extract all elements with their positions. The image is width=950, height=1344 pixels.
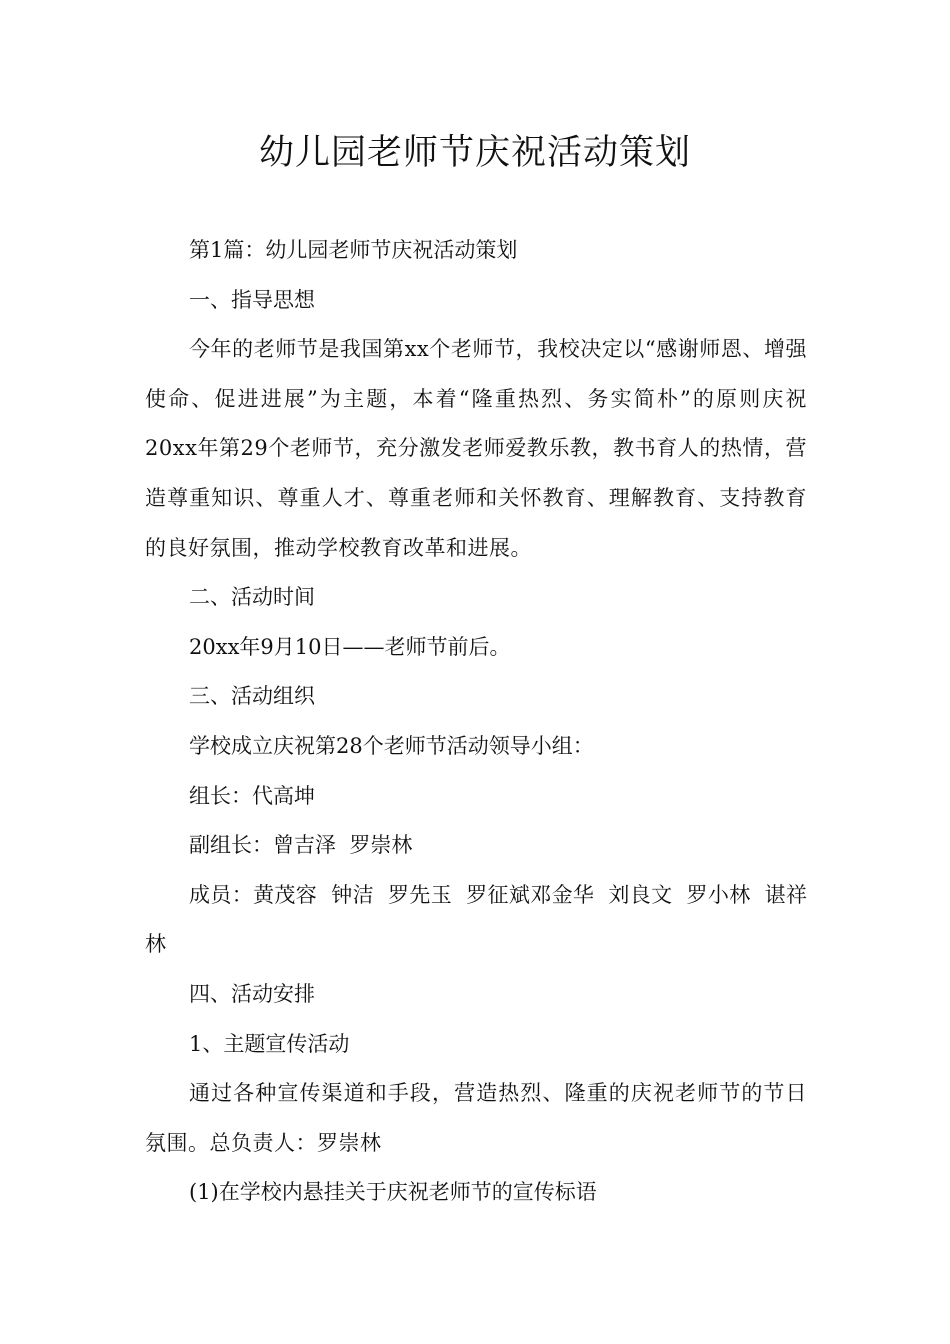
section-heading-activity-time: 二、活动时间 xyxy=(189,585,315,610)
section-heading-organization: 三、活动组织 xyxy=(189,684,315,709)
paragraph-publicity: 通过各种宣传渠道和手段，营造热烈、隆重的庆祝老师节的节日氛围。总负责人：罗崇林 xyxy=(145,1081,807,1155)
document-body xyxy=(145,226,807,1218)
list-item-slogans: (1)在学校内悬挂关于庆祝老师节的宣传标语 xyxy=(189,1180,597,1205)
chapter-heading: 第1篇：幼儿园老师节庆祝活动策划 xyxy=(189,238,518,262)
paragraph-activity-time: 20xx年9月10日——老师节前后。 xyxy=(189,634,511,659)
paragraph-leadership-group: 学校成立庆祝第28个老师节活动领导小组： xyxy=(189,733,594,758)
paragraph-deputy-leaders: 副组长：曾吉泽 罗崇林 xyxy=(189,833,413,858)
document-title: 幼儿园老师节庆祝活动策划 xyxy=(258,133,691,173)
section-heading-activity-plan: 四、活动安排 xyxy=(189,981,315,1006)
paragraph-guiding-thought: 今年的老师节是我国第xx个老师节，我校决定以“感谢师恩、增强使命、促进进展”为主题，本着“隆重热烈、务实简朴”的原则庆祝20xx年第29个老师节，充分激发老师爱教乐教，教书育人的热情，营造尊重知识、尊重人才、尊重老师和关怀教育、理解教育、支持教育的良好氛围，推动学校教育改革和进展。 xyxy=(145,337,807,560)
paragraph-group-leader: 组长：代高坤 xyxy=(189,783,315,808)
subsection-heading-publicity: 1、主题宣传活动 xyxy=(189,1031,350,1056)
section-heading-guiding-thought: 一、指导思想 xyxy=(189,287,315,312)
paragraph-members: 成员：黄茂容 钟洁 罗先玉 罗征斌邓金华 刘良文 罗小林 谌祥林 xyxy=(145,882,807,957)
